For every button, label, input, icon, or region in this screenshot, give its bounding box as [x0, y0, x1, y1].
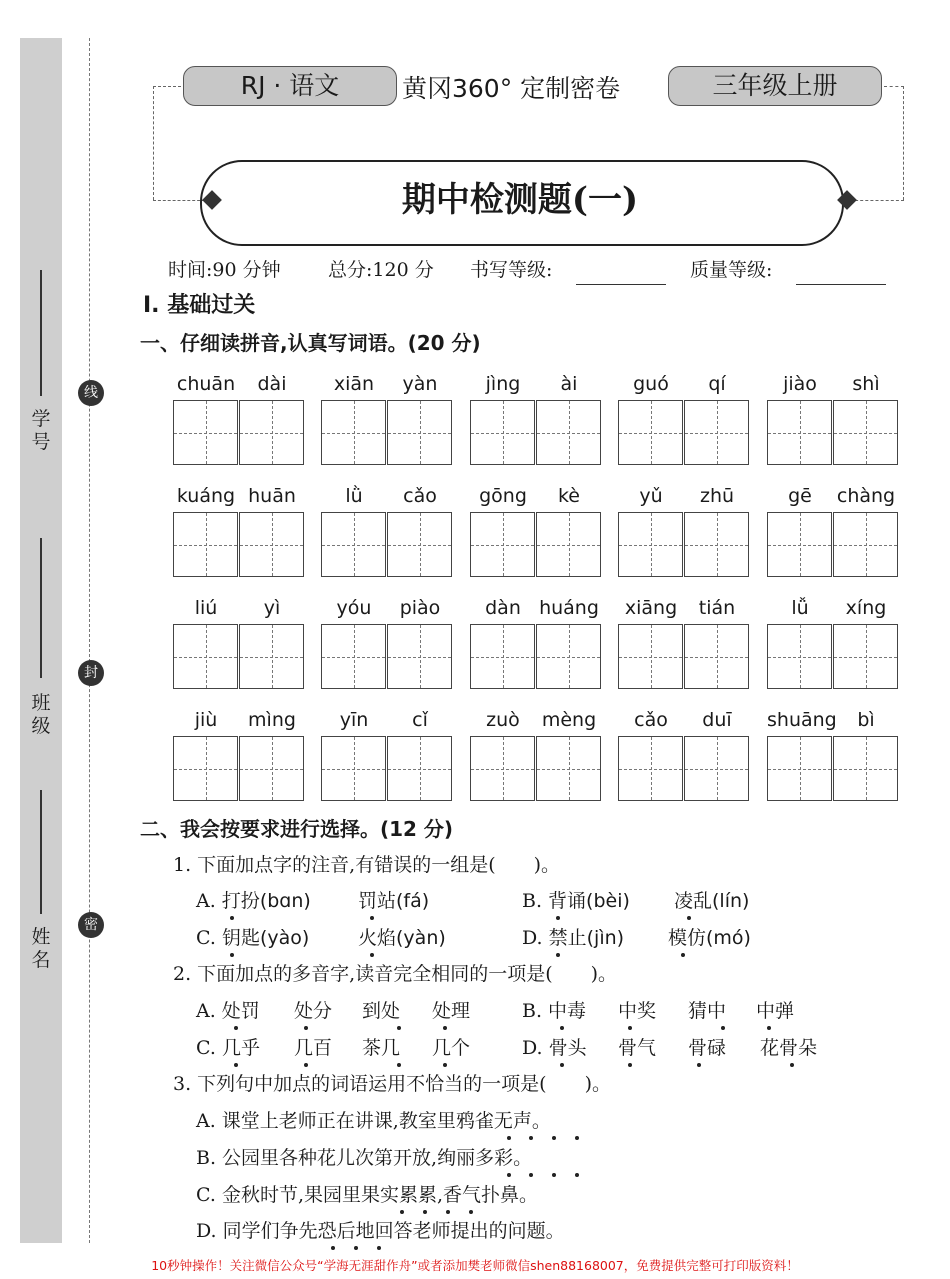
pinyin-syllable: shuāng: [767, 709, 837, 731]
emphasis-dot: [234, 1026, 238, 1030]
emphasis-dot: [234, 1063, 238, 1067]
pinyin-label: [470, 370, 602, 398]
pinyin-syllable: dài: [257, 373, 287, 395]
student-id-label: 学号: [31, 408, 51, 453]
q2-1-option-d2[interactable]: [668, 923, 751, 953]
pinyin-syllable: qí: [708, 373, 726, 395]
guide-line: [768, 433, 831, 434]
pinyin: (mó): [706, 927, 751, 949]
word: 处分: [294, 1000, 333, 1022]
guide-line: [537, 545, 600, 546]
writing-box[interactable]: [536, 512, 601, 577]
writing-box[interactable]: [470, 736, 535, 801]
emphasis-dot: [681, 953, 685, 957]
word: 模仿: [668, 927, 707, 949]
writing-box[interactable]: [387, 736, 452, 801]
word: B. 中毒: [522, 1000, 587, 1022]
pinyin-syllable: liú: [194, 597, 218, 619]
pinyin-label: [173, 706, 305, 734]
writing-grade-blank[interactable]: [576, 262, 666, 285]
emphasis-dot: [575, 1173, 579, 1177]
guide-line: [619, 545, 682, 546]
emphasis-dot: [767, 1026, 771, 1030]
writing-box[interactable]: [536, 736, 601, 801]
guide-line: [768, 769, 831, 770]
writing-box[interactable]: [239, 400, 304, 465]
pinyin-syllable: guó: [633, 373, 669, 395]
pinyin-syllable: yīn: [339, 709, 369, 731]
q2-1-option-b1[interactable]: [522, 886, 630, 916]
pinyin-syllable: piào: [399, 597, 441, 619]
guide-line: [471, 657, 534, 658]
pinyin-label: [173, 594, 305, 622]
writing-box[interactable]: [387, 512, 452, 577]
word: 中奖: [618, 1000, 657, 1022]
writing-box[interactable]: [618, 736, 683, 801]
frame-dash: [903, 86, 904, 200]
writing-grade-label: 书写等级:: [470, 259, 553, 281]
pinyin-syllable: xíng: [845, 597, 887, 619]
pinyin-syllable: gē: [788, 485, 812, 507]
word: 骨碌: [688, 1037, 727, 1059]
pinyin-label: [618, 594, 750, 622]
guide-line: [834, 545, 897, 546]
writing-box[interactable]: [618, 624, 683, 689]
pinyin-syllable: cǎo: [634, 709, 668, 731]
pinyin-label: [321, 594, 453, 622]
writing-box[interactable]: [387, 400, 452, 465]
word: A. 处罚: [196, 1000, 260, 1022]
pinyin-syllable: jiào: [783, 373, 817, 395]
guide-line: [619, 769, 682, 770]
writing-box[interactable]: [239, 512, 304, 577]
q2-heading: 二、我会按要求进行选择。(12 分): [140, 817, 454, 841]
pinyin-syllable: lǜ: [345, 485, 363, 507]
pinyin-syllable: chuān: [176, 373, 236, 395]
q2-1-stem: 1. 下面加点字的注音,有错误的一组是( )。: [173, 854, 561, 876]
time-info: 时间:90 分钟: [168, 259, 281, 281]
guide-line: [537, 433, 600, 434]
frame-dash: [850, 200, 904, 201]
emphasis-dot: [628, 1063, 632, 1067]
emphasis-dot: [560, 1026, 564, 1030]
name-line: [40, 790, 42, 914]
seal-xian: 线: [78, 380, 104, 406]
writing-box[interactable]: [536, 624, 601, 689]
guide-line: [240, 433, 303, 434]
word: 火焰: [358, 927, 397, 949]
pinyin-label: [470, 594, 602, 622]
emphasis-dot: [354, 1246, 358, 1250]
guide-line: [619, 657, 682, 658]
writing-box[interactable]: [833, 512, 898, 577]
emphasis-dot: [628, 1026, 632, 1030]
q2-3-option-b[interactable]: B. 公园里各种花儿次第开放,绚丽多彩。: [196, 1147, 533, 1169]
pinyin: (fá): [396, 890, 430, 912]
pinyin-label: [767, 594, 899, 622]
emphasis-dot: [304, 1063, 308, 1067]
emphasis-dot: [556, 953, 560, 957]
guide-line: [685, 433, 748, 434]
frame-dash: [884, 86, 904, 87]
guide-line: [685, 769, 748, 770]
writing-box[interactable]: [173, 400, 238, 465]
guide-line: [174, 769, 237, 770]
guide-line: [174, 545, 237, 546]
pinyin-syllable: zhū: [699, 485, 735, 507]
q2-1-option-a1[interactable]: [196, 886, 311, 916]
writing-box[interactable]: [470, 400, 535, 465]
writing-box[interactable]: [833, 624, 898, 689]
writing-box[interactable]: [321, 736, 386, 801]
pinyin: (jìn): [586, 927, 625, 949]
emphasis-dot: [552, 1173, 556, 1177]
word: 猜中: [688, 1000, 727, 1022]
writing-box[interactable]: [618, 512, 683, 577]
emphasis-dot: [423, 1210, 427, 1214]
pinyin: (bèi): [586, 890, 630, 912]
emphasis-dot: [331, 1246, 335, 1250]
emphasis-dot: [529, 1173, 533, 1177]
emphasis-dot: [687, 916, 691, 920]
class-label: 班级: [31, 692, 51, 737]
writing-box[interactable]: [387, 624, 452, 689]
pinyin: (bɑn): [259, 890, 311, 912]
pinyin-syllable: lǚ: [791, 597, 809, 619]
guide-line: [388, 545, 451, 546]
word: D. 禁止: [522, 927, 587, 949]
word: C. 几乎: [196, 1037, 260, 1059]
guide-line: [174, 657, 237, 658]
pinyin-syllable: gōng: [479, 485, 527, 507]
guide-line: [471, 769, 534, 770]
frame-dash: [153, 86, 154, 200]
emphasis-dot: [397, 1063, 401, 1067]
word: 骨气: [618, 1037, 657, 1059]
total-score: 总分:120 分: [328, 259, 434, 281]
pinyin-syllable: dàn: [485, 597, 521, 619]
guide-line: [685, 657, 748, 658]
word: 处理: [432, 1000, 471, 1022]
emphasis-dot: [377, 1246, 381, 1250]
word: 罚站: [358, 890, 397, 912]
writing-box[interactable]: [833, 400, 898, 465]
emphasis-dot: [304, 1026, 308, 1030]
class-line: [40, 538, 42, 678]
writing-box[interactable]: [833, 736, 898, 801]
pinyin-label: [173, 482, 305, 510]
pinyin-syllable: xiān: [333, 373, 375, 395]
q2-1-option-c1[interactable]: [196, 923, 309, 953]
guide-line: [537, 657, 600, 658]
pinyin-label: [321, 706, 453, 734]
pinyin-label: [767, 370, 899, 398]
quality-grade-label: 质量等级:: [690, 259, 773, 281]
word: A. 打扮: [196, 890, 260, 912]
emphasis-dot: [575, 1136, 579, 1140]
guide-line: [322, 769, 385, 770]
pinyin-syllable: yì: [263, 597, 281, 619]
emphasis-dot: [370, 916, 374, 920]
guide-line: [537, 769, 600, 770]
pinyin-syllable: kè: [557, 485, 580, 507]
pinyin-syllable: cǎo: [403, 485, 437, 507]
pinyin-label: [470, 706, 602, 734]
pinyin-label: [321, 370, 453, 398]
emphasis-dot: [556, 916, 560, 920]
guide-line: [388, 657, 451, 658]
writing-box[interactable]: [684, 736, 749, 801]
pinyin-syllable: shì: [852, 373, 880, 395]
pinyin-syllable: xiāng: [624, 597, 678, 619]
pinyin: (yàn): [396, 927, 446, 949]
student-id-line: [40, 270, 42, 396]
pinyin: (lín): [712, 890, 750, 912]
writing-box[interactable]: [321, 400, 386, 465]
pinyin-label: [618, 482, 750, 510]
pinyin-label: [618, 706, 750, 734]
word: 几个: [432, 1037, 471, 1059]
q1-heading: 一、仔细读拼音,认真写词语。(20 分): [140, 331, 481, 355]
writing-box[interactable]: [239, 624, 304, 689]
writing-box[interactable]: [767, 624, 832, 689]
q2-1-option-c2[interactable]: [358, 923, 446, 953]
subject-badge: RJ · 语文: [183, 66, 397, 106]
guide-line: [240, 545, 303, 546]
quality-grade-blank[interactable]: [796, 262, 886, 285]
emphasis-dot: [721, 1026, 725, 1030]
emphasis-dot: [446, 1210, 450, 1214]
word: C. 钥匙: [196, 927, 260, 949]
q2-2-option-b[interactable]: [522, 996, 795, 1026]
word: 茶几: [362, 1037, 401, 1059]
pinyin-syllable: cǐ: [412, 709, 428, 731]
seal-mi: 密: [78, 912, 104, 938]
emphasis-dot: [230, 953, 234, 957]
guide-line: [834, 769, 897, 770]
q2-3-option-d[interactable]: D. 同学们争先恐后地回答老师提出的问题。: [196, 1220, 565, 1242]
emphasis-dot: [507, 1136, 511, 1140]
pinyin-syllable: bì: [857, 709, 875, 731]
frame-dash: [153, 200, 205, 201]
emphasis-dot: [507, 1173, 511, 1177]
pinyin-syllable: huáng: [539, 597, 599, 619]
pinyin-label: [767, 482, 899, 510]
q2-3-option-c[interactable]: C. 金秋时节,果园里果实累累,香气扑鼻。: [196, 1184, 539, 1206]
q2-3-option-a[interactable]: A. 课堂上老师正在讲课,教室里鸦雀无声。: [196, 1110, 551, 1132]
guide-line: [768, 657, 831, 658]
word: 凌乱: [674, 890, 713, 912]
writing-box[interactable]: [321, 624, 386, 689]
q2-2-option-d[interactable]: [522, 1033, 818, 1063]
writing-box[interactable]: [239, 736, 304, 801]
pinyin-label: [173, 370, 305, 398]
emphasis-dot: [529, 1136, 533, 1140]
writing-box[interactable]: [684, 512, 749, 577]
word: D. 骨头: [522, 1037, 587, 1059]
emphasis-dot: [552, 1136, 556, 1140]
q2-3-stem: 3. 下列句中加点的词语运用不恰当的一项是( )。: [173, 1073, 611, 1095]
emphasis-dot: [397, 1026, 401, 1030]
guide-line: [834, 433, 897, 434]
guide-line: [471, 545, 534, 546]
word: 到处: [362, 1000, 401, 1022]
writing-box[interactable]: [321, 512, 386, 577]
pinyin-syllable: huān: [248, 485, 296, 507]
emphasis-dot: [790, 1063, 794, 1067]
guide-line: [322, 545, 385, 546]
pinyin-syllable: yóu: [336, 597, 372, 619]
writing-box[interactable]: [536, 400, 601, 465]
word: 花骨朵: [760, 1037, 818, 1059]
pinyin-syllable: jiù: [194, 709, 218, 731]
grade-badge: 三年级上册: [668, 66, 882, 106]
emphasis-dot: [697, 1063, 701, 1067]
guide-line: [388, 433, 451, 434]
pinyin-syllable: mèng: [541, 709, 597, 731]
emphasis-dot: [560, 1063, 564, 1067]
brand-title: 黄冈360° 定制密卷: [402, 74, 621, 103]
q2-2-stem: 2. 下面加点的多音字,读音完全相同的一项是( )。: [173, 963, 618, 985]
word: B. 背诵: [522, 890, 587, 912]
seal-feng: 封: [78, 660, 104, 686]
pinyin-syllable: duī: [702, 709, 732, 731]
pinyin-syllable: kuáng: [176, 485, 236, 507]
writing-box[interactable]: [618, 400, 683, 465]
writing-box[interactable]: [684, 624, 749, 689]
exam-title: 期中检测题(一): [401, 180, 639, 220]
guide-line: [619, 433, 682, 434]
guide-line: [834, 657, 897, 658]
q2-2-option-a[interactable]: [196, 996, 471, 1026]
writing-box[interactable]: [470, 624, 535, 689]
writing-box[interactable]: [173, 736, 238, 801]
q2-2-option-c[interactable]: [196, 1033, 471, 1063]
emphasis-dot: [443, 1063, 447, 1067]
pinyin-syllable: mìng: [248, 709, 296, 731]
pinyin-syllable: yàn: [402, 373, 438, 395]
pinyin-label: [767, 706, 899, 734]
writing-box[interactable]: [173, 624, 238, 689]
guide-line: [240, 769, 303, 770]
pinyin-label: [470, 482, 602, 510]
pinyin-syllable: zuò: [486, 709, 520, 731]
footer-notice: 10秒钟操作！关注微信公众号“学海无涯甜作舟”或者添加樊老师微信shen88168007，免费提供完整可打印版资料！: [151, 1258, 799, 1273]
word: 几百: [294, 1037, 333, 1059]
emphasis-dot: [443, 1026, 447, 1030]
guide-line: [322, 657, 385, 658]
writing-box[interactable]: [767, 400, 832, 465]
guide-line: [174, 433, 237, 434]
guide-line: [768, 545, 831, 546]
pinyin-label: [321, 482, 453, 510]
pinyin-syllable: ài: [560, 373, 578, 395]
guide-line: [240, 657, 303, 658]
guide-line: [685, 545, 748, 546]
pinyin-syllable: yǔ: [639, 485, 663, 507]
emphasis-dot: [469, 1210, 473, 1214]
writing-box[interactable]: [173, 512, 238, 577]
guide-line: [471, 433, 534, 434]
writing-box[interactable]: [684, 400, 749, 465]
writing-box[interactable]: [470, 512, 535, 577]
cut-line: [89, 38, 90, 1243]
pinyin-syllable: tián: [698, 597, 736, 619]
guide-line: [388, 769, 451, 770]
guide-line: [322, 433, 385, 434]
q2-1-option-b2[interactable]: [674, 886, 749, 916]
emphasis-dot: [370, 953, 374, 957]
emphasis-dot: [230, 916, 234, 920]
pinyin-syllable: chàng: [836, 485, 896, 507]
part-heading: Ⅰ. 基础过关: [143, 293, 256, 318]
emphasis-dot: [400, 1210, 404, 1214]
word: 中弹: [756, 1000, 795, 1022]
name-label: 姓名: [31, 926, 51, 971]
pinyin: (yào): [259, 927, 310, 949]
pinyin-syllable: jìng: [485, 373, 521, 395]
pinyin-label: [618, 370, 750, 398]
q2-1-option-d1[interactable]: [522, 923, 624, 953]
q2-1-option-a2[interactable]: [358, 886, 429, 916]
frame-dash: [153, 86, 181, 87]
writing-box[interactable]: [767, 512, 832, 577]
writing-box[interactable]: [767, 736, 832, 801]
